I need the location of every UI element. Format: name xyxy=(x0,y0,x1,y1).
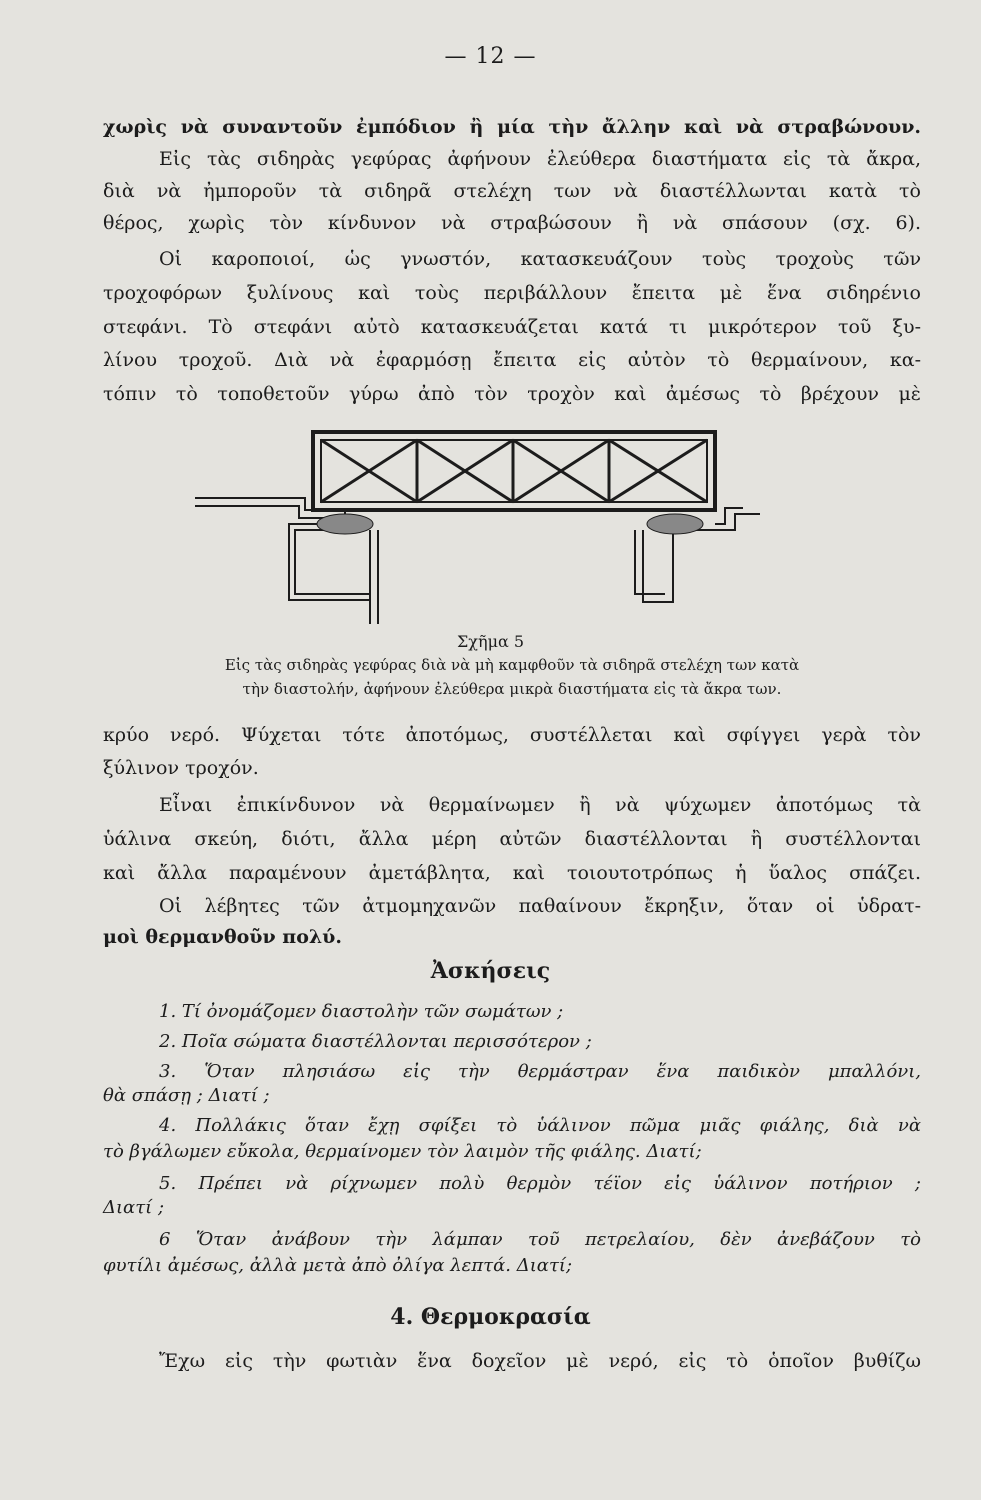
text-line: Εἶναι ἐπικίνδυνον νὰ θερμαίνωμεν ἢ νὰ ψύχωμεν ἀποτόμως τὰ xyxy=(159,794,921,816)
text-line: ὑάλινα σκεύη, διότι, ἄλλα μέρη αὐτῶν διαστέλλονται ἢ συστέλλονται xyxy=(103,828,921,850)
exercise-item: 5. Πρέπει νὰ ρίχνωμεν πολὺ θερμὸν τέϊον εἰς ὑάλινον ποτήριον ; xyxy=(159,1173,921,1194)
exercise-item-continued: τὸ βγάλωμεν εὔκολα, θερμαίνομεν τὸν λαιμὸν τῆς φιάλης. Διατί; xyxy=(103,1141,702,1162)
figure-caption-line: Εἰς τὰς σιδηρὰς γεφύρας διὰ νὰ μὴ καμφθοῦν τὰ σιδηρᾶ στελέχη των κατὰ xyxy=(224,656,800,674)
text-line: τροχοφόρων ξυλίνους καὶ τοὺς περιβάλλουν ἔπειτα μὲ ἕνα σιδηρένιο xyxy=(103,282,921,304)
text-line: καὶ ἄλλα παραμένουν ἀμετάβλητα, καὶ τοιουτοτρόπως ἡ ὕαλος σπάζει. xyxy=(103,862,921,884)
exercise-item-continued: θὰ σπάσῃ ; Διατί ; xyxy=(103,1085,270,1106)
exercise-item: 1. Τί ὀνομάζομεν διαστολὴν τῶν σωμάτων ; xyxy=(159,1001,564,1022)
exercise-item-continued: φυτίλι ἀμέσως, ἀλλὰ μετὰ ἀπὸ ὀλίγα λεπτά. Διατί; xyxy=(103,1255,573,1276)
text-line: λίνου τροχοῦ. Διὰ νὰ ἐφαρμόσῃ ἔπειτα εἰς αὐτὸν τὸ θερμαίνουν, κα- xyxy=(103,349,921,371)
text-line: Οἱ καροποιοί, ὡς γνωστόν, κατασκευάζουν τοὺς τροχοὺς τῶν xyxy=(159,248,921,270)
exercise-item: 6 Ὅταν ἀνάβουν τὴν λάμπαν τοῦ πετρελαίου, δὲν ἀνεβάζουν τὸ xyxy=(159,1229,921,1250)
exercise-item: 3. Ὅταν πλησιάσω εἰς τὴν θερμάστραν ἕνα παιδικὸν μπαλλόνι, xyxy=(159,1061,921,1082)
text-line: Ἔχω εἰς τὴν φωτιὰν ἕνα δοχεῖον μὲ νερό, εἰς τὸ ὁποῖον βυθίζω xyxy=(159,1350,921,1372)
text-line: Εἰς τὰς σιδηρὰς γεφύρας ἀφήνουν ἐλεύθερα διαστήματα εἰς τὰ ἄκρα, xyxy=(159,148,921,170)
text-line: τόπιν τὸ τοποθετοῦν γύρω ἀπὸ τὸν τροχὸν καὶ ἀμέσως τὸ βρέχουν μὲ xyxy=(103,383,921,405)
text-line: κρύο νερό. Ψύχεται τότε ἀποτόμως, συστέλλεται καὶ σφίγγει γερὰ τὸν xyxy=(103,724,921,746)
section-heading: 4. Θερμοκρασία xyxy=(390,1304,591,1330)
exercise-item: 4. Πολλάκις ὅταν ἔχῃ σφίξει τὸ ὑάλινον πῶμα μιᾶς φιάλης, διὰ νὰ xyxy=(159,1115,921,1136)
page-number: — 12 — xyxy=(444,44,537,69)
exercises-heading: Ἀσκήσεις xyxy=(430,958,551,984)
figure-title: Σχῆμα 5 xyxy=(456,632,525,651)
text-line: διὰ νὰ ἠμποροῦν τὰ σιδηρᾶ στελέχη των νὰ διαστέλλωνται κατὰ τὸ xyxy=(103,180,921,202)
text-line: στεφάνι. Τὸ στεφάνι αὐτὸ κατασκευάζεται κατά τι μικρότερον τοῦ ξυ- xyxy=(103,316,921,338)
text-line: χωρὶς νὰ συναντοῦν ἐμπόδιον ἢ μία τὴν ἄλλην καὶ νὰ στραβώνουν. xyxy=(103,116,921,138)
text-line: Οἱ λέβητες τῶν ἀτμομηχανῶν παθαίνουν ἔκρηξιν, ὅταν οἱ ὑδρατ- xyxy=(159,895,921,917)
figure-caption-line: τὴν διαστολήν, ἀφήνουν ἐλεύθερα μικρὰ διαστήματα εἰς τὰ ἄκρα των. xyxy=(242,680,782,698)
exercise-item-continued: Διατί ; xyxy=(103,1197,165,1218)
text-line: ξύλινον τροχόν. xyxy=(103,757,259,779)
text-line: θέρος, χωρὶς τὸν κίνδυνον νὰ στραβώσουν ἢ νὰ σπάσουν (σχ. 6). xyxy=(103,212,921,234)
exercise-item: 2. Ποῖα σώματα διαστέλλονται περισσότερον ; xyxy=(159,1031,592,1052)
text-line: μοὶ θερμανθοῦν πολύ. xyxy=(103,926,342,948)
bridge-diagram xyxy=(195,424,760,624)
